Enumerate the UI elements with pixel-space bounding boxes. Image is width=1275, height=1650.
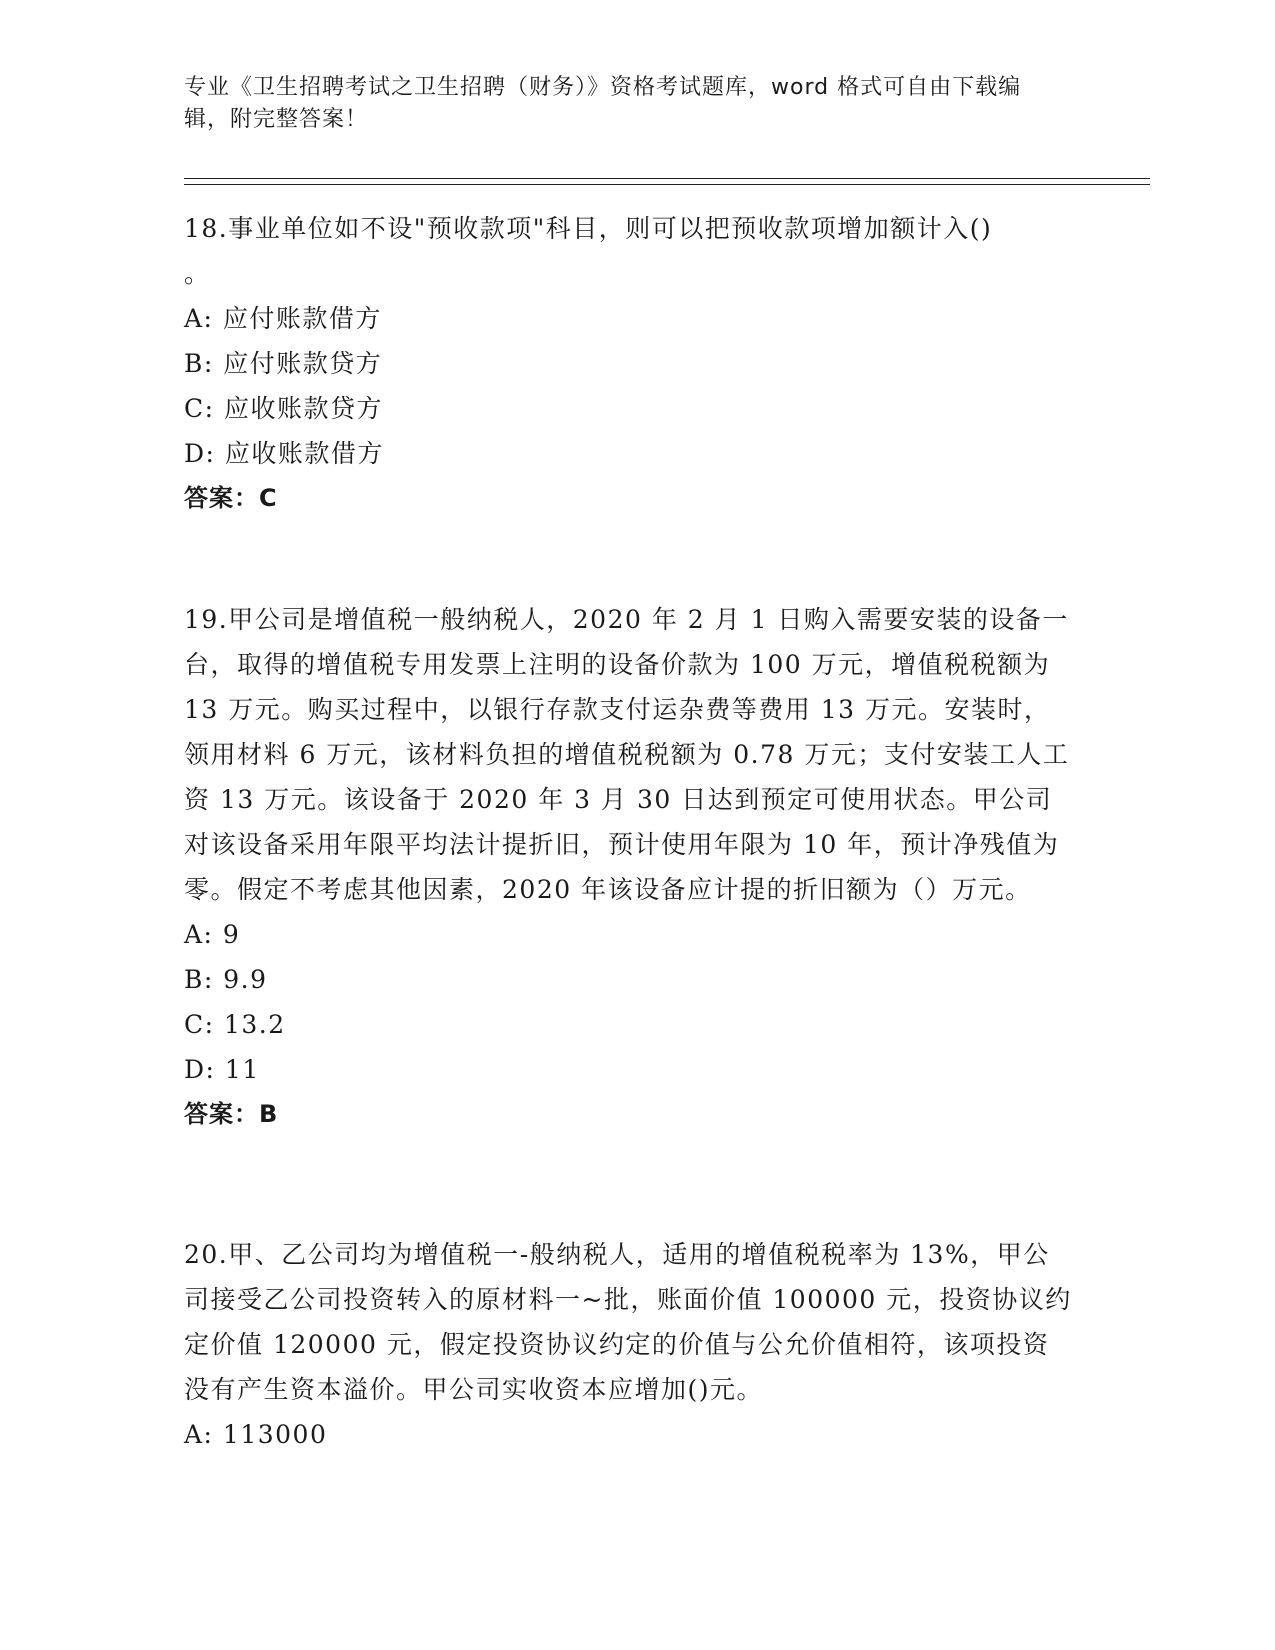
- question-20: [184, 1232, 1074, 1457]
- option-a: A: 应付账款借方: [184, 304, 382, 333]
- question-stem: 20.甲、乙公司均为增值税一-般纳税人，适用的增值税税率为 13%，甲公司接受乙公司投资转入的原材料一~批，账面价值 100000 元，投资协议约定价值 120000 元，假定投资协议约定的价值与公允价值相符，该项投资没有产生资本溢价。甲公司实收资本应增加()元。: [184, 1240, 1072, 1404]
- header-divider-bottom: [184, 184, 1150, 185]
- option-b: B: 9.9: [184, 965, 268, 994]
- question-stem: 18.事业单位如不设"预收款项"科目，则可以把预收款项增加额计入() 。: [184, 214, 993, 288]
- header-divider-top: [184, 178, 1150, 179]
- option-c: C: 应收账款贷方: [184, 394, 383, 423]
- question-18: [184, 206, 1074, 521]
- option-b: B: 应付账款贷方: [184, 349, 383, 378]
- option-a: A: 113000: [184, 1420, 328, 1449]
- answer-label: 答案：C: [184, 484, 278, 512]
- option-d: D: 11: [184, 1055, 260, 1084]
- option-d: D: 应收账款借方: [184, 439, 384, 468]
- option-a: A: 9: [184, 920, 241, 949]
- document-header: 专业《卫生招聘考试之卫生招聘（财务）》资格考试题库，word 格式可自由下载编辑，附完整答案！: [184, 75, 1022, 132]
- question-19: [184, 597, 1074, 1137]
- option-c: C: 13.2: [184, 1010, 286, 1039]
- answer-label: 答案：B: [184, 1100, 279, 1128]
- question-stem: 19.甲公司是增值税一般纳税人，2020 年 2 月 1 日购入需要安装的设备一台，取得的增值税专用发票上注明的设备价款为 100 万元，增值税税额为 13 万元。购买过程中，以银行存款支付运杂费等费用 13 万元。安装时，领用材料 6 万元，该材料负担的增值税税额为 0.78 万元；支付安装工人工资 13 万元。该设备于 2020 年 3 月 30 日达到预定可使用状态。甲公司对该设备采用年限平均法计提折旧，预计使用年限为 10 年，预计净残值为零。假定不考虑其他因素，2020 年该设备应计提的折旧额为（）万元。: [184, 605, 1070, 904]
